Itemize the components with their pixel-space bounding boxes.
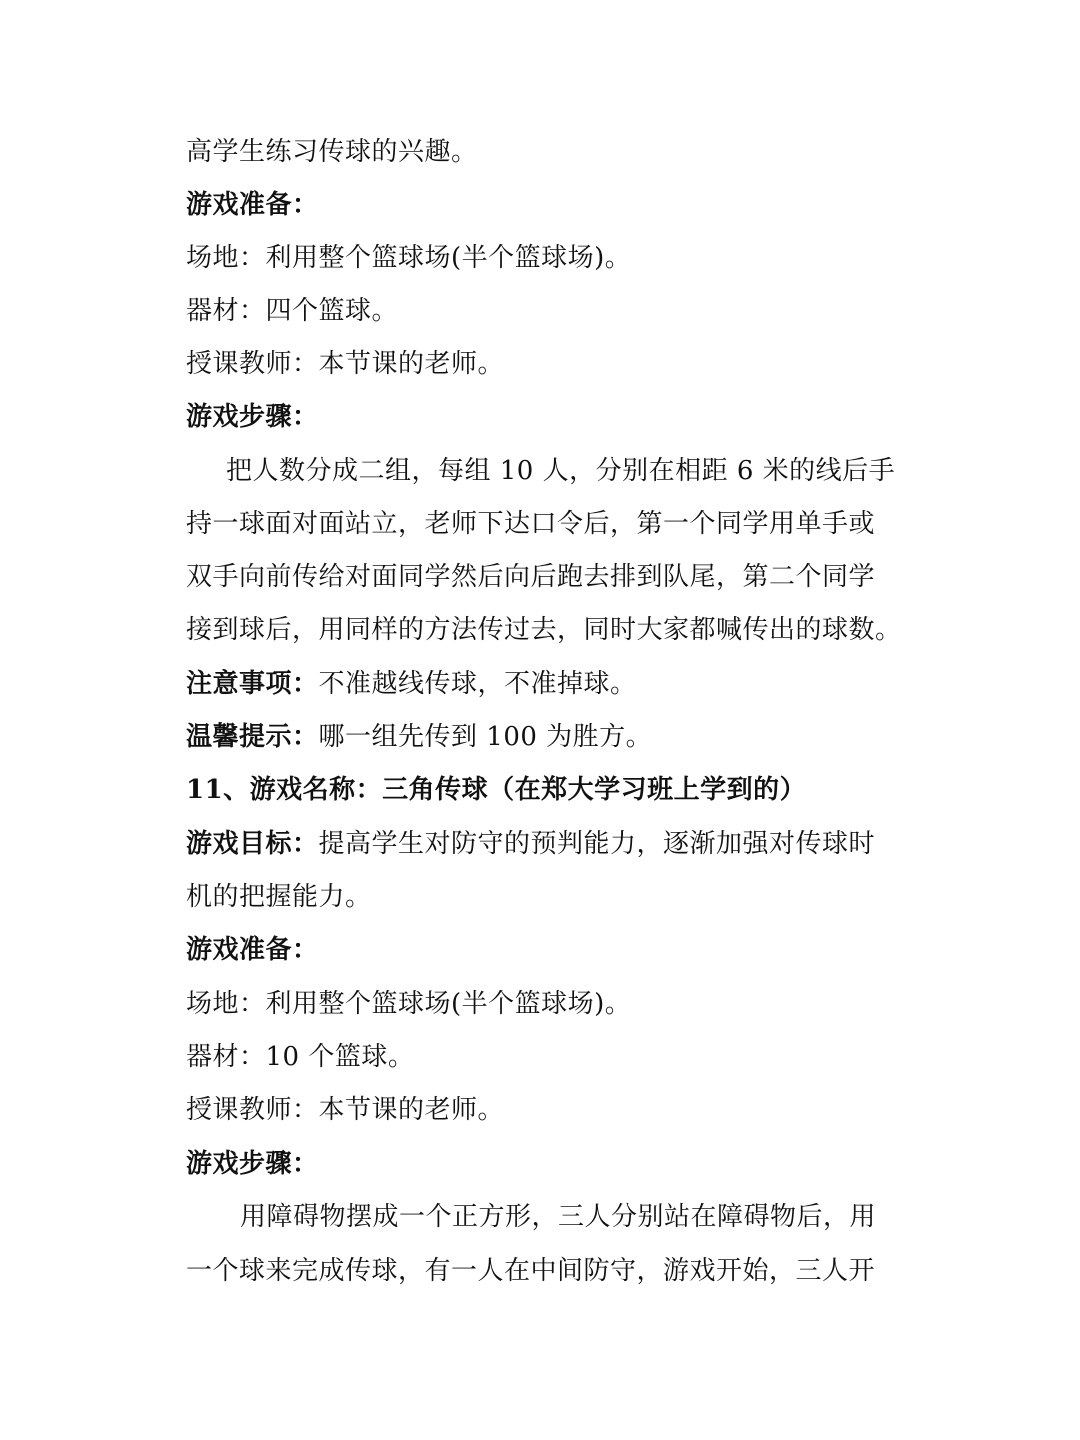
game-title-heading: 11、游戏名称：三角传球（在郑大学习班上学到的）	[186, 775, 807, 805]
tips-line	[186, 717, 906, 757]
paragraph-line: 接到球后，用同样的方法传过去，同时大家都喊传出的球数。	[186, 615, 902, 645]
text-line-equipment: 器材：四个篮球。	[186, 296, 399, 326]
section-heading-steps: 游戏步骤：	[186, 1149, 319, 1179]
text-line: 机的把握能力。	[186, 882, 372, 912]
tips-label: 温馨提示：	[186, 722, 319, 752]
objective-text: 提高学生对防守的预判能力，逐渐加强对传球时	[318, 829, 876, 859]
notes-text: 不准越线传球，不准掉球。	[318, 669, 637, 699]
paragraph-line: 用障碍物摆成一个正方形，三人分别站在障碍物后，用	[240, 1202, 877, 1232]
paragraph-line: 把人数分成二组，每组 10 人，分别在相距 6 米的线后手	[226, 456, 896, 486]
notes-line	[186, 664, 906, 704]
section-heading-steps: 游戏步骤：	[186, 402, 319, 432]
text-line: 高学生练习传球的兴趣。	[186, 137, 478, 167]
paragraph-line: 双手向前传给对面同学然后向后跑去排到队尾，第二个同学	[186, 562, 876, 592]
text-line-venue: 场地：利用整个篮球场(半个篮球场)。	[186, 989, 632, 1019]
tips-text: 哪一组先传到 100 为胜方。	[318, 722, 653, 752]
text-line-teacher: 授课教师：本节课的老师。	[186, 1095, 505, 1125]
text-line-teacher: 授课教师：本节课的老师。	[186, 349, 505, 379]
objective-label: 游戏目标：	[186, 829, 319, 859]
notes-label: 注意事项：	[186, 669, 319, 699]
text-line-equipment: 器材：10 个篮球。	[186, 1042, 415, 1072]
paragraph-line: 持一球面对面站立，老师下达口令后，第一个同学用单手或	[186, 509, 876, 539]
section-heading-preparation: 游戏准备：	[186, 935, 319, 965]
text-line-venue: 场地：利用整个篮球场(半个篮球场)。	[186, 243, 632, 273]
objective-line	[186, 824, 906, 864]
section-heading-preparation: 游戏准备：	[186, 190, 319, 220]
paragraph-line: 一个球来完成传球，有一人在中间防守，游戏开始，三人开	[186, 1256, 876, 1286]
